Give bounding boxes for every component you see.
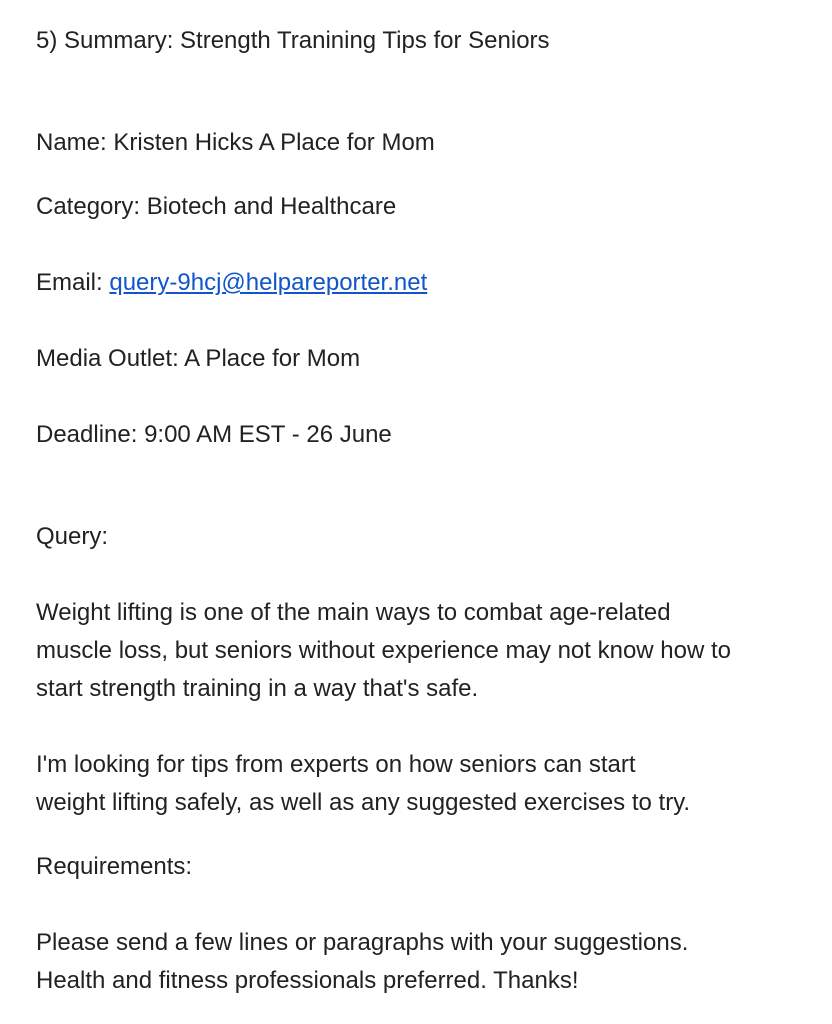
requirements-paragraph: [36, 924, 816, 1000]
query-paragraph-2: [36, 746, 816, 822]
deadline-line: Deadline: 9:00 AM EST - 26 June: [36, 421, 392, 448]
query-heading: Query:: [36, 523, 109, 550]
requirements-paragraph-line: Please send a few lines or paragraphs with your suggestions.: [36, 929, 689, 956]
query-paragraph-1-line: start strength training in a way that's safe.: [36, 675, 479, 702]
query-paragraph-2-line: weight lifting safely, as well as any suggested exercises to try.: [36, 789, 691, 816]
name-line: Name: Kristen Hicks A Place for Mom: [36, 129, 435, 156]
requirements-paragraph-line: Health and fitness professionals preferred. Thanks!: [36, 967, 579, 994]
email-line: [36, 269, 427, 297]
query-paragraph-1-line: muscle loss, but seniors without experience may not know how to: [36, 637, 732, 664]
media-outlet-line: Media Outlet: A Place for Mom: [36, 345, 361, 372]
email-label: Email:: [36, 269, 110, 296]
query-paragraph-1-line: Weight lifting is one of the main ways to combat age-related: [36, 599, 671, 626]
category-line: Category: Biotech and Healthcare: [36, 193, 397, 220]
query-paragraph-2-line: I'm looking for tips from experts on how seniors can start: [36, 751, 636, 778]
requirements-heading: Requirements:: [36, 853, 193, 880]
summary-line: 5) Summary: Strength Tranining Tips for Seniors: [36, 27, 550, 54]
query-paragraph-1: [36, 594, 816, 708]
email-link[interactable]: query-9hcj@helpareporter.net: [109, 269, 428, 296]
